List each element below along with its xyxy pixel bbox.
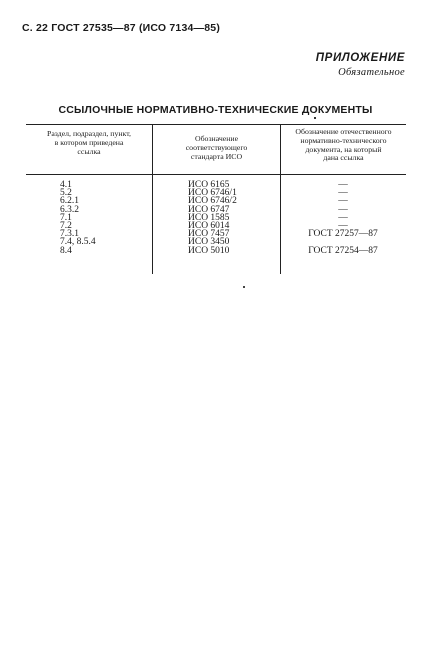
column-national-values bbox=[280, 181, 406, 255]
table-cell: ИСО 3450 bbox=[188, 237, 230, 248]
table-cell: ИСО 1585 bbox=[188, 212, 230, 223]
appendix-subtitle: Обязательное bbox=[338, 67, 405, 78]
table-cell: ИСО 6747 bbox=[188, 204, 230, 215]
table-cell: ГОСТ 27254—87 bbox=[308, 245, 378, 256]
table-cell: — bbox=[338, 196, 348, 207]
table-cell: 7.2 bbox=[60, 220, 72, 231]
table-cell: — bbox=[338, 212, 348, 223]
table-cell: 4.1 bbox=[60, 180, 72, 190]
page-header: С. 22 ГОСТ 27535—87 (ИСО 7134—85) bbox=[22, 22, 221, 34]
column-iso-values bbox=[188, 181, 237, 255]
table-cell: ИСО 6165 bbox=[188, 180, 230, 190]
table-cell: 5.2 bbox=[60, 188, 72, 199]
table-cell: 8.4 bbox=[60, 245, 72, 256]
table-top-rule bbox=[26, 124, 406, 125]
print-mark bbox=[314, 117, 316, 119]
table-cell: ИСО 6746/1 bbox=[188, 188, 237, 199]
table-cell: ГОСТ 27257—87 bbox=[308, 229, 378, 240]
table-header-national: Обозначение отечественного нормативно-технического документа, на который дана ссылка bbox=[295, 127, 392, 163]
table-cell: — bbox=[338, 220, 348, 231]
table-header-rule bbox=[26, 174, 406, 175]
table-cell: ИСО 5010 bbox=[188, 245, 230, 256]
reference-table bbox=[26, 124, 406, 274]
appendix-label bbox=[316, 52, 405, 78]
table-cell: 7.4, 8.5.4 bbox=[60, 237, 96, 248]
appendix-title: ПРИЛОЖЕНИЕ bbox=[315, 52, 405, 64]
table-cell: 7.3.1 bbox=[60, 229, 79, 240]
table-cell: ИСО 6746/2 bbox=[188, 196, 237, 207]
table-cell: — bbox=[338, 188, 348, 199]
table-cell: ИСО 6014 bbox=[188, 220, 230, 231]
print-mark bbox=[243, 286, 245, 288]
document-title: ССЫЛОЧНЫЕ НОРМАТИВНО-ТЕХНИЧЕСКИЕ ДОКУМЕНТЫ bbox=[58, 104, 373, 116]
table-cell: 7.1 bbox=[60, 212, 72, 223]
table-header-section: Раздел, подраздел, пункт, в котором приведена ссылка bbox=[47, 129, 131, 156]
table-cell: — bbox=[338, 180, 348, 190]
table-cell: — bbox=[338, 204, 348, 215]
table-cell: 6.2.1 bbox=[60, 196, 79, 207]
table-cell: 6.3.2 bbox=[60, 204, 79, 215]
table-header-iso: Обозначение соответствующего стандарта ИСО bbox=[185, 134, 248, 161]
table-cell: ИСО 7457 bbox=[188, 229, 230, 240]
column-section-values bbox=[60, 181, 96, 255]
